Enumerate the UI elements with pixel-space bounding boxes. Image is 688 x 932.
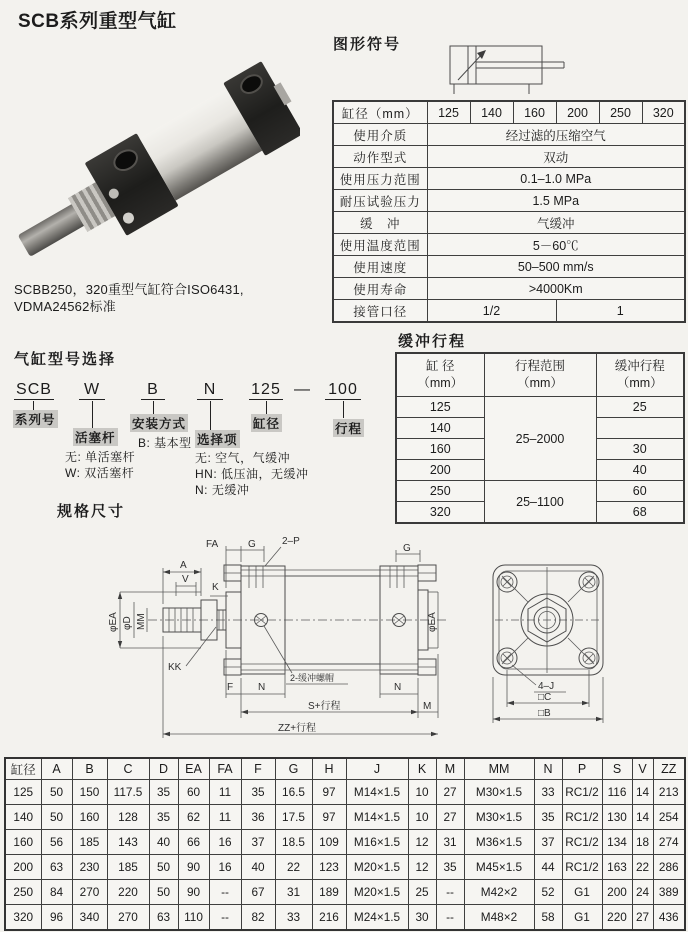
dim-table-cell: 35 (149, 805, 178, 830)
spec-bore: 160 (513, 101, 556, 124)
mount-option-1: B: 基本型 (138, 436, 192, 450)
dim-table-header: G (275, 758, 312, 780)
dim-table-cell: 40 (149, 830, 178, 855)
dim-table-cell: 16 (209, 855, 241, 880)
dim-table-cell: 63 (149, 905, 178, 931)
spec-port-label: 接管口径 (333, 300, 427, 323)
dim-table-cell: 274 (653, 830, 685, 855)
dim-table-header: H (312, 758, 346, 780)
dim-m: M (423, 701, 432, 712)
dim-table-cell: 50 (41, 805, 72, 830)
header-line: 行程范围 (514, 359, 565, 373)
model-code-mount: B (141, 381, 165, 400)
dim-table-cell: 185 (107, 855, 149, 880)
dim-table-cell: 12 (408, 855, 436, 880)
model-tick (210, 401, 211, 430)
dim-table-cell: 35 (436, 855, 464, 880)
dim-table-body (5, 780, 685, 931)
side-view-drawing (98, 520, 473, 758)
dim-table-header: C (107, 758, 149, 780)
dim-table-cell: 84 (41, 880, 72, 905)
dim-d: φD (122, 616, 133, 630)
dim-table-header: EA (178, 758, 209, 780)
spec-label: 使用速度 (333, 256, 427, 278)
dim-table-cell: 160 (5, 830, 41, 855)
dim-table-cell: 27 (436, 780, 464, 805)
dimensions-heading: 规格尺寸 (57, 503, 126, 520)
dim-table-cell: 117.5 (107, 780, 149, 805)
cushion-range: 25–1100 (484, 481, 596, 524)
dim-4j: 4–J (538, 681, 555, 692)
dim-table-header: D (149, 758, 178, 780)
cushion-col1-header (396, 353, 484, 397)
dim-n-left: N (258, 682, 266, 693)
spec-port-right: 1 (556, 300, 685, 323)
rod-label: 活塞杆 (73, 428, 118, 446)
dim-table-cell: 10 (408, 780, 436, 805)
dim-table-cell: 213 (653, 780, 685, 805)
dim-table-cell: 140 (5, 805, 41, 830)
stroke-label: 行程 (333, 419, 364, 437)
option-1: 无: 空气，气缓冲 (195, 451, 291, 465)
dim-table-cell: 33 (534, 780, 562, 805)
spec-row (333, 168, 685, 190)
dim-a: A (180, 560, 187, 571)
dim-table-cell: 31 (275, 880, 312, 905)
dim-table-cell: RC1/2 (562, 780, 602, 805)
dim-table-cell: 63 (41, 855, 72, 880)
dim-table-cell: 150 (72, 780, 107, 805)
dim-table-cell: M20×1.5 (346, 855, 408, 880)
dim-table-cell: 35 (149, 780, 178, 805)
dim-table-cell: M16×1.5 (346, 830, 408, 855)
dim-table-cell: M36×1.5 (464, 830, 534, 855)
dim-table-cell: 125 (5, 780, 41, 805)
spec-bore: 140 (470, 101, 513, 124)
dim-table-cell: 134 (602, 830, 632, 855)
dim-table-cell: 66 (178, 830, 209, 855)
dim-table-cell: 36 (241, 805, 275, 830)
dim-table-cell: 116 (602, 780, 632, 805)
dim-table-cell: 58 (534, 905, 562, 931)
spec-row (333, 146, 685, 168)
spec-value: 5－60℃ (427, 234, 685, 256)
model-code-stroke: 100 (325, 381, 361, 400)
dim-table-cell: 90 (178, 855, 209, 880)
dim-kk: KK (168, 662, 182, 673)
dim-table-cell: 123 (312, 855, 346, 880)
dim-table-cell: 185 (72, 830, 107, 855)
model-tick (33, 401, 34, 410)
dim-table-header: MM (464, 758, 534, 780)
dim-table-cell: 14 (632, 805, 653, 830)
option-label: 选择项 (195, 430, 240, 448)
dim-table-header: K (408, 758, 436, 780)
dim-table-cell: 82 (241, 905, 275, 931)
spec-label: 使用压力范围 (333, 168, 427, 190)
product-photo (10, 55, 300, 273)
spec-label: 缓 冲 (333, 212, 427, 234)
dim-table-header: F (241, 758, 275, 780)
dim-table-cell: 128 (107, 805, 149, 830)
symbol-drawing (440, 40, 580, 102)
rod-option-2: W: 双活塞杆 (65, 466, 135, 480)
dim-table-header: V (632, 758, 653, 780)
dim-table-cell: 67 (241, 880, 275, 905)
model-tick (92, 401, 93, 428)
cushion-col3-header (596, 353, 684, 397)
dim-table-cell: 35 (534, 805, 562, 830)
spec-label: 使用温度范围 (333, 234, 427, 256)
dim-table-header-row (5, 758, 685, 780)
spec-value: 0.1–1.0 MPa (427, 168, 685, 190)
dim-ea-right: φEA (427, 612, 438, 632)
bore-label: 缸径 (251, 414, 282, 432)
cushion-stroke: 25 (596, 397, 684, 418)
dim-table-header: M (436, 758, 464, 780)
dim-table-cell: -- (436, 905, 464, 931)
dim-table-cell: 17.5 (275, 805, 312, 830)
dim-table-header: ZZ (653, 758, 685, 780)
cushion-heading: 缓冲行程 (398, 333, 467, 350)
header-line: （mm） (517, 376, 563, 390)
dim-table-cell: 37 (534, 830, 562, 855)
spec-value: 1.5 MPa (427, 190, 685, 212)
dim-table-cell: 52 (534, 880, 562, 905)
dim-table-cell: 11 (209, 805, 241, 830)
dim-table-header: 缸径 (5, 758, 41, 780)
end-view-drawing (476, 543, 686, 741)
model-tick (343, 401, 344, 418)
dim-g-right: G (403, 543, 411, 554)
model-code-bore: 125 (249, 381, 283, 400)
cushion-stroke: 60 (596, 481, 684, 502)
dim-table-cell: 97 (312, 805, 346, 830)
spec-bore: 125 (427, 101, 470, 124)
dim-table-header: J (346, 758, 408, 780)
dim-table-cell: 50 (149, 855, 178, 880)
spec-bore-label: 缸径（mm） (333, 101, 427, 124)
cushion-bore: 250 (396, 481, 484, 502)
cushion-table (395, 352, 685, 524)
dim-table-cell: 16.5 (275, 780, 312, 805)
dim-s-stroke: S+行程 (308, 701, 341, 712)
dim-table-cell: 200 (602, 880, 632, 905)
cushion-header-row (396, 353, 684, 397)
dim-table-row (5, 880, 685, 905)
cushion-stroke (596, 418, 684, 439)
spec-label: 动作型式 (333, 146, 427, 168)
cushion-stroke: 68 (596, 502, 684, 524)
dim-table-cell: -- (436, 880, 464, 905)
dim-table-cell: 56 (41, 830, 72, 855)
cushion-bore: 140 (396, 418, 484, 439)
dim-table-cell: 389 (653, 880, 685, 905)
standard-note-line1: SCBB250，320重型气缸符合ISO6431, (14, 282, 244, 297)
dim-table-cell: RC1/2 (562, 855, 602, 880)
dim-table-cell: M30×1.5 (464, 805, 534, 830)
dim-table-cell: 320 (5, 905, 41, 931)
spec-row (333, 124, 685, 146)
dim-c: □C (538, 692, 552, 703)
dim-table-cell: 110 (178, 905, 209, 931)
dim-table-cell: 270 (107, 905, 149, 931)
spec-value: 双动 (427, 146, 685, 168)
series-label: 系列号 (13, 410, 58, 428)
cushion-bore: 125 (396, 397, 484, 418)
dim-table-cell: 24 (632, 880, 653, 905)
dim-n-right: N (394, 682, 402, 693)
cushion-row (396, 481, 684, 502)
header-line: 缸 径 (426, 359, 455, 373)
mount-label: 安装方式 (130, 414, 188, 432)
dim-table-cell: 189 (312, 880, 346, 905)
dim-table-cell: 33 (275, 905, 312, 931)
dim-fa: FA (206, 539, 219, 550)
dim-table-cell: G1 (562, 905, 602, 931)
dim-table-cell: M45×1.5 (464, 855, 534, 880)
cushion-nut-label: 2-缓冲螺帽 (290, 673, 335, 683)
spec-header-row (333, 101, 685, 124)
dim-table-cell: 340 (72, 905, 107, 931)
dim-table-row (5, 830, 685, 855)
dim-table-cell: 250 (5, 880, 41, 905)
model-heading: 气缸型号选择 (14, 351, 117, 368)
model-tick (266, 401, 267, 414)
dim-table-cell: M24×1.5 (346, 905, 408, 931)
dim-table-cell: M48×2 (464, 905, 534, 931)
dim-table-cell: 35 (241, 780, 275, 805)
dim-table-cell: M30×1.5 (464, 780, 534, 805)
spec-bore: 250 (599, 101, 642, 124)
spec-value: >4000Km (427, 278, 685, 300)
dim-table-cell: 31 (436, 830, 464, 855)
dim-table-cell: 220 (602, 905, 632, 931)
cushion-stroke: 30 (596, 439, 684, 460)
dim-table-header: FA (209, 758, 241, 780)
header-line: （mm） (616, 376, 663, 390)
model-code-dash: — (294, 381, 310, 398)
header-line: （mm） (417, 376, 464, 390)
dim-table-cell: 10 (408, 805, 436, 830)
standard-note-line2: VDMA24562标准 (14, 299, 116, 314)
dim-table-cell: 286 (653, 855, 685, 880)
dim-table-cell: 27 (632, 905, 653, 931)
cushion-row (396, 397, 684, 418)
dim-table-cell: 216 (312, 905, 346, 931)
dim-table-cell: 97 (312, 780, 346, 805)
spec-bore: 200 (556, 101, 599, 124)
dim-table-cell: 60 (178, 780, 209, 805)
spec-label: 使用介质 (333, 124, 427, 146)
dim-table-header: P (562, 758, 602, 780)
dim-2p: 2–P (282, 536, 300, 547)
dim-table-cell: 254 (653, 805, 685, 830)
dim-table-cell: M14×1.5 (346, 780, 408, 805)
dim-table-cell: 22 (275, 855, 312, 880)
dim-table-cell: 163 (602, 855, 632, 880)
dim-table-cell: 14 (632, 780, 653, 805)
dim-v: V (182, 574, 189, 585)
dim-table-cell: 12 (408, 830, 436, 855)
dim-table-cell: 50 (41, 780, 72, 805)
spec-row (333, 190, 685, 212)
header-line: 缓冲行程 (614, 359, 665, 373)
dim-table-cell: 130 (602, 805, 632, 830)
spec-port-row (333, 300, 685, 323)
dim-mm: MM (136, 613, 147, 630)
spec-row (333, 278, 685, 300)
spec-label: 使用寿命 (333, 278, 427, 300)
page-title: SCB系列重型气缸 (18, 11, 177, 32)
model-tick (153, 401, 154, 414)
cushion-bore: 200 (396, 460, 484, 481)
dim-table-row (5, 905, 685, 931)
dim-table-cell: M14×1.5 (346, 805, 408, 830)
dim-table-cell: 270 (72, 880, 107, 905)
dim-table-cell: 50 (149, 880, 178, 905)
spec-label: 耐压试验压力 (333, 190, 427, 212)
symbol-heading: 图形符号 (333, 36, 402, 53)
dim-table-header: N (534, 758, 562, 780)
spec-port-left: 1/2 (427, 300, 556, 323)
dim-table-cell: 44 (534, 855, 562, 880)
dim-zz-stroke: ZZ+行程 (278, 723, 317, 734)
dim-table-row (5, 805, 685, 830)
dim-table-cell: 22 (632, 855, 653, 880)
model-code-option: N (197, 381, 223, 400)
option-3: N: 无缓冲 (195, 483, 250, 497)
dim-table-header: B (72, 758, 107, 780)
dim-b: □B (538, 708, 551, 719)
dim-table-cell: 436 (653, 905, 685, 931)
spec-value: 经过滤的压缩空气 (427, 124, 685, 146)
dim-table-cell: M42×2 (464, 880, 534, 905)
dim-table-cell: 27 (436, 805, 464, 830)
dim-k: K (212, 582, 219, 593)
standard-note (14, 281, 314, 315)
dim-table-cell: 30 (408, 905, 436, 931)
dim-table-cell: 143 (107, 830, 149, 855)
dim-table-row (5, 855, 685, 880)
dim-table-cell: RC1/2 (562, 805, 602, 830)
dim-table-cell: RC1/2 (562, 830, 602, 855)
dim-table-row (5, 780, 685, 805)
dim-table-cell: 16 (209, 830, 241, 855)
spec-table (332, 100, 686, 323)
spec-row (333, 234, 685, 256)
spec-value: 气缓冲 (427, 212, 685, 234)
dim-table-cell: M20×1.5 (346, 880, 408, 905)
dimension-table (4, 757, 686, 931)
spec-row (333, 256, 685, 278)
cushion-stroke: 40 (596, 460, 684, 481)
dim-table-cell: 25 (408, 880, 436, 905)
dim-table-cell: -- (209, 905, 241, 931)
dim-table-cell: 62 (178, 805, 209, 830)
dim-g-left: G (248, 539, 256, 550)
spec-value: 50–500 mm/s (427, 256, 685, 278)
option-2: HN: 低压油，无缓冲 (195, 467, 309, 481)
cylinder-illustration (10, 55, 300, 273)
dim-table-cell: 18 (632, 830, 653, 855)
cushion-range: 25–2000 (484, 397, 596, 481)
dim-table-cell: 11 (209, 780, 241, 805)
dim-table-cell: 40 (241, 855, 275, 880)
spec-bore: 320 (642, 101, 685, 124)
dim-table-header: A (41, 758, 72, 780)
dim-ea-left: φEA (108, 612, 119, 632)
model-code-rod: W (79, 381, 105, 400)
dim-table-cell: 109 (312, 830, 346, 855)
dim-table-cell: 96 (41, 905, 72, 931)
dim-table-cell: 200 (5, 855, 41, 880)
spec-row (333, 212, 685, 234)
dim-table-cell: 230 (72, 855, 107, 880)
dim-table-header: S (602, 758, 632, 780)
model-code-series: SCB (14, 381, 54, 400)
dim-table-cell: G1 (562, 880, 602, 905)
dim-table-cell: 37 (241, 830, 275, 855)
dim-table-cell: 90 (178, 880, 209, 905)
dim-f: F (227, 682, 234, 693)
rod-option-1: 无: 单活塞杆 (65, 450, 136, 464)
dim-table-cell: -- (209, 880, 241, 905)
cushion-bore: 160 (396, 439, 484, 460)
cushion-bore: 320 (396, 502, 484, 524)
dim-table-cell: 220 (107, 880, 149, 905)
cushion-col2-header (484, 353, 596, 397)
dim-table-cell: 160 (72, 805, 107, 830)
dim-table-cell: 18.5 (275, 830, 312, 855)
